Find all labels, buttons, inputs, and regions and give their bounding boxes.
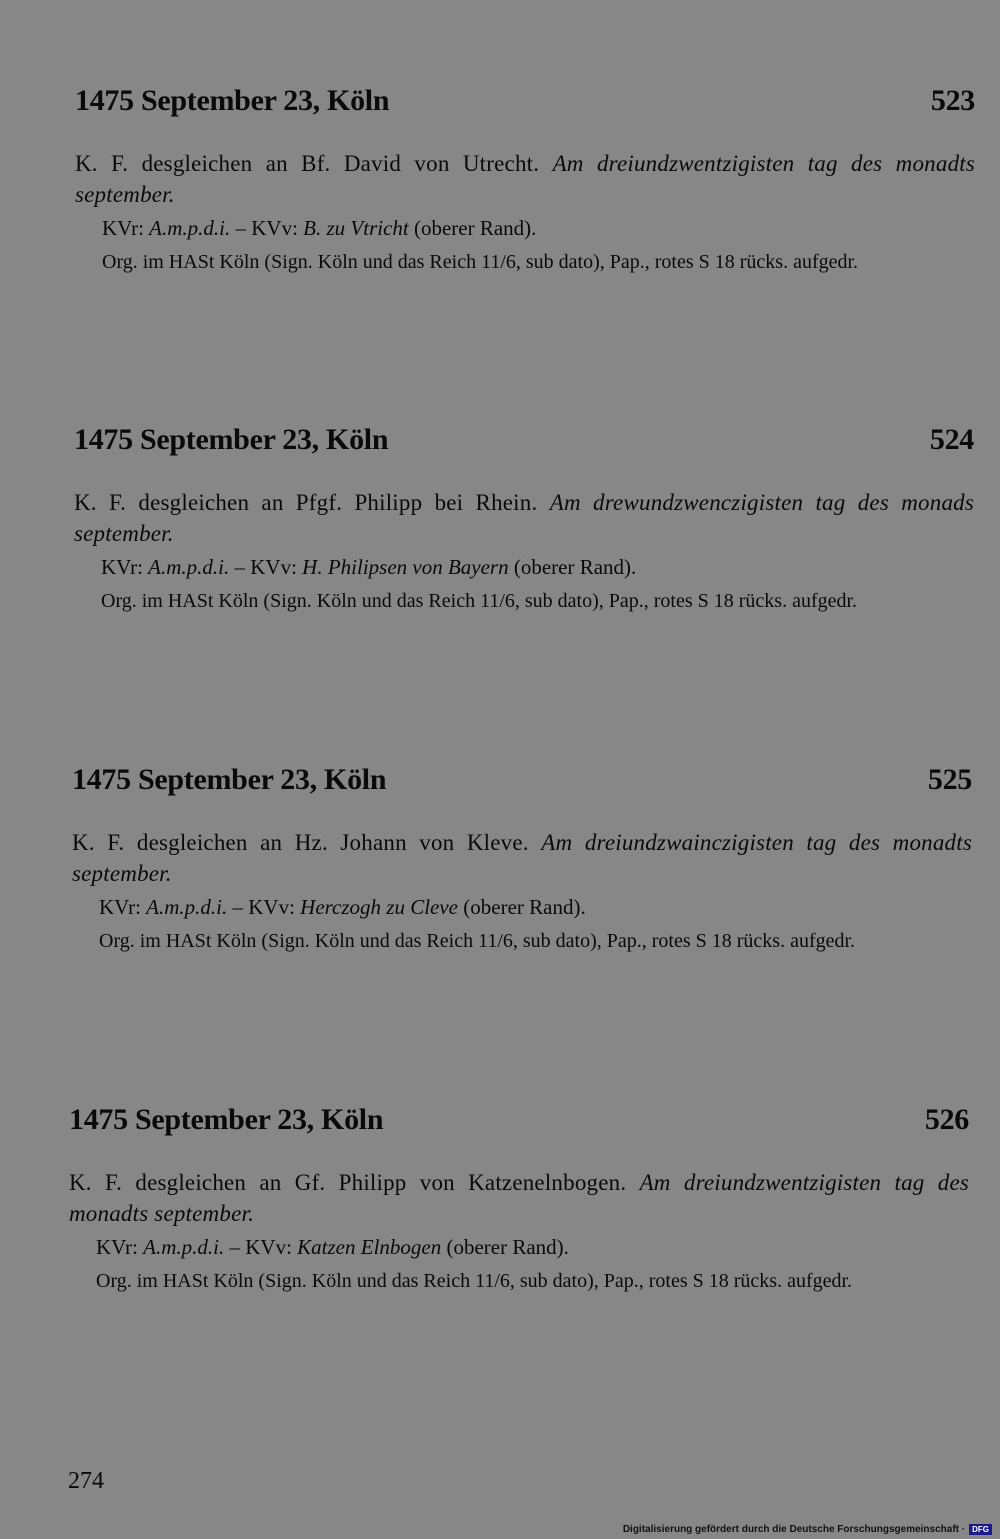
kvr-label: KVr: [102, 216, 144, 240]
entry-kanzleivermerk [74, 553, 974, 581]
entry-524 [74, 423, 974, 615]
summary-quote: Am dreiundzwentzigisten tag des monadts september. [75, 151, 976, 207]
kvv-note: (oberer Rand). [446, 1235, 569, 1259]
entry-date-place: 1475 September 23, Köln [69, 1103, 384, 1136]
entry-number: 526 [924, 1103, 969, 1136]
entry-summary [74, 487, 974, 549]
entry-summary [75, 148, 975, 210]
entry-source: Org. im HASt Köln (Sign. Köln und das Reich 11/6, sub dato), Pap., rotes S 18 rücks. aufgedr. [101, 590, 858, 612]
kvv-value: Katzen Elnbogen [297, 1235, 442, 1259]
page-number: 274 [68, 1468, 104, 1494]
kvv-note: (oberer Rand). [513, 555, 637, 579]
kvv-value: H. Philipsen von Bayern [302, 555, 509, 579]
kvv-label: – KVv: [235, 216, 298, 240]
entry-526 [69, 1103, 969, 1295]
kvv-label: – KVv: [229, 1235, 292, 1259]
summary-quote: Am dreiundzwainczigisten tag des monadts september. [72, 830, 972, 886]
entry-number: 525 [927, 763, 972, 796]
entry-date-place: 1475 September 23, Köln [72, 763, 387, 796]
funding-footer [623, 1524, 992, 1535]
kvv-label: – KVv: [234, 555, 297, 579]
entry-source: Org. im HASt Köln (Sign. Köln und das Reich 11/6, sub dato), Pap., rotes S 18 rücks. aufgedr. [102, 251, 859, 273]
summary-quote: Am dreiundzwentzigisten tag des monadts september. [69, 1170, 970, 1226]
entry-kanzleivermerk [69, 1233, 969, 1261]
dfg-logo-icon: DFG [969, 1524, 992, 1535]
kvr-label: KVr: [96, 1235, 138, 1259]
kvr-value: A.m.p.d.i. [143, 1235, 225, 1259]
entry-date-place: 1475 September 23, Köln [75, 84, 390, 117]
kvv-value: B. zu Vtricht [303, 216, 409, 240]
entry-date-place: 1475 September 23, Köln [74, 423, 389, 456]
kvr-value: A.m.p.d.i. [148, 555, 230, 579]
summary-text: K. F. desgleichen an Bf. David von Utrecht. [75, 151, 540, 176]
kvv-note: (oberer Rand). [413, 216, 537, 240]
entry-heading-row [69, 1103, 969, 1137]
entry-summary [69, 1167, 969, 1229]
entry-heading-row [75, 84, 975, 118]
entry-heading-row [72, 763, 972, 797]
summary-text: K. F. desgleichen an Hz. Johann von Kleve. [72, 830, 529, 855]
entry-source: Org. im HASt Köln (Sign. Köln und das Reich 11/6, sub dato), Pap., rotes S 18 rücks. aufgedr. [96, 1270, 853, 1292]
entry-heading-row [74, 423, 974, 457]
entry-523 [75, 84, 975, 276]
entry-source: Org. im HASt Köln (Sign. Köln und das Reich 11/6, sub dato), Pap., rotes S 18 rücks. aufgedr. [99, 930, 856, 952]
kvv-label: – KVv: [232, 895, 295, 919]
summary-quote: Am drewundzwenczigisten tag des monads september. [74, 490, 974, 546]
entry-kanzleivermerk [72, 893, 972, 921]
summary-text: K. F. desgleichen an Pfgf. Philipp bei Rhein. [74, 490, 538, 515]
kvr-value: A.m.p.d.i. [149, 216, 231, 240]
entry-number: 524 [929, 423, 974, 456]
entry-summary [72, 827, 972, 889]
kvv-value: Herczogh zu Cleve [300, 895, 459, 919]
kvr-label: KVr: [99, 895, 141, 919]
footer-text: Digitalisierung gefördert durch die Deutsche Forschungsgemeinschaft · [622, 1524, 966, 1535]
kvr-label: KVr: [101, 555, 143, 579]
entry-kanzleivermerk [75, 214, 975, 242]
summary-text: K. F. desgleichen an Gf. Philipp von Katzenelnbogen. [69, 1170, 627, 1195]
entry-number: 523 [930, 84, 975, 117]
kvr-value: A.m.p.d.i. [146, 895, 228, 919]
kvv-note: (oberer Rand). [463, 895, 586, 919]
entry-525 [72, 763, 972, 955]
